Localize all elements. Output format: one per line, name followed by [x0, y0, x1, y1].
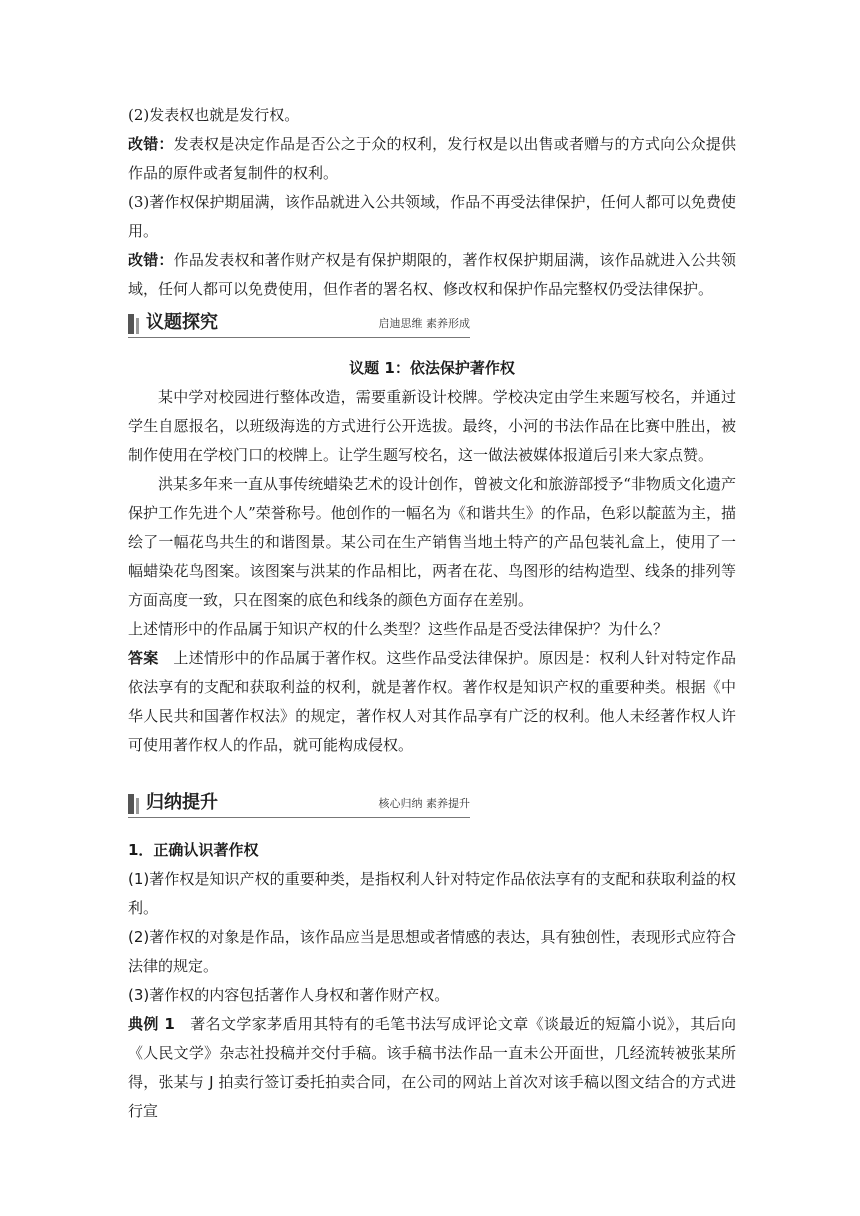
banner-marker-icon: [128, 314, 134, 334]
correction-label: 改错：: [128, 251, 174, 269]
summary-item-2: (2)著作权的对象是作品，该作品应当是思想或者情感的表达，具有独创性，表现形式应符合法律的规定。: [128, 928, 736, 975]
topic-answer: [128, 644, 736, 760]
statement-2: (2)发表权也就是发行权。: [128, 106, 300, 124]
statement-3: (3)著作权保护期届满，该作品就进入公共领域，作品不再受法律保护，任何人都可以免费使用。: [128, 193, 736, 240]
banner-underline: [128, 337, 470, 338]
banner-marker-icon: [128, 794, 134, 814]
topic-question: 上述情形中的作品属于知识产权的什么类型？这些作品是否受法律保护？为什么？: [128, 620, 669, 638]
topic-case-2: 洪某多年来一直从事传统蜡染艺术的设计创作，曾被文化和旅游部授予“非物质文化遗产保护工作先进个人”荣誉称号。他创作的一幅名为《和谐共生》的作品，色彩以靛蓝为主，描绘了一幅花鸟共生的和谐图景。某公司在生产销售当地土特产的产品包装礼盒上，使用了一幅蜡染花鸟图案。该图案与洪某的作品相比，两者在花、鸟图形的结构造型、线条的排列等方面高度一致，只在图案的底色和线条的颜色方面存在差别。: [128, 475, 736, 609]
correction-text: 作品发表权和著作财产权是有保护期限的，著作权保护期届满，该作品就进入公共领域，任何人都可以免费使用，但作者的署名权、修改权和保护作品完整权仍受法律保护。: [128, 251, 736, 298]
banner-subtitle: 核心归纳 素养提升: [378, 797, 470, 810]
summary-item-3: (3)著作权的内容包括著作人身权和著作财产权。: [128, 986, 450, 1004]
summary-heading: 1．正确认识著作权: [128, 841, 259, 859]
answer-text: 上述情形中的作品属于著作权。这些作品受法律保护。原因是：权利人针对特定作品依法享有的支配和获取利益的权利，就是著作权。著作权是知识产权的重要种类。根据《中华人民共和国著作权法》的规定，著作权人对其作品享有广泛的权利。他人未经著作权人许可使用著作权人的作品，就可能构成侵权。: [128, 649, 736, 754]
correction-block: [128, 101, 736, 304]
example-label: 典例 1: [128, 1015, 175, 1033]
correction-label: 改错：: [128, 135, 174, 153]
section-banner-summary: [128, 790, 470, 818]
banner-title: 议题探究: [146, 312, 218, 333]
section-banner-topic-inquiry: [128, 310, 470, 338]
banner-subtitle: 启迪思维 素养形成: [378, 317, 470, 330]
banner-title: 归纳提升: [146, 792, 218, 813]
correction-2: [128, 130, 736, 188]
correction-text: 发表权是决定作品是否公之于众的权利，发行权是以出售或者赠与的方式向公众提供作品的原件或者复制件的权利。: [128, 135, 736, 182]
answer-label: 答案: [128, 649, 159, 667]
topic-heading: 议题 1：依法保护著作权: [349, 359, 515, 377]
example-1: [128, 1010, 736, 1126]
topic-case-1: 某中学对校园进行整体改造，需要重新设计校牌。学校决定由学生来题写校名，并通过学生自愿报名，以班级海选的方式进行公开选拔。最终，小河的书法作品在比赛中胜出，被制作使用在学校门口的校牌上。让学生题写校名，这一做法被媒体报道后引来大家点赞。: [128, 388, 736, 464]
correction-3: [128, 246, 736, 304]
example-text: 著名文学家茅盾用其特有的毛笔书法写成评论文章《谈最近的短篇小说》，其后向《人民文学》杂志社投稿并交付手稿。该手稿书法作品一直未公开面世，几经流转被张某所得，张某与 J 拍卖行签订委托拍卖合同，在公司的网站上首次对该手稿以图文结合的方式进行宣: [128, 1015, 736, 1120]
summary-block: [128, 836, 736, 1126]
summary-item-1: (1)著作权是知识产权的重要种类，是指权利人针对特定作品依法享有的支配和获取利益的权利。: [128, 870, 736, 917]
topic-block: [128, 354, 736, 760]
banner-underline: [128, 817, 470, 818]
